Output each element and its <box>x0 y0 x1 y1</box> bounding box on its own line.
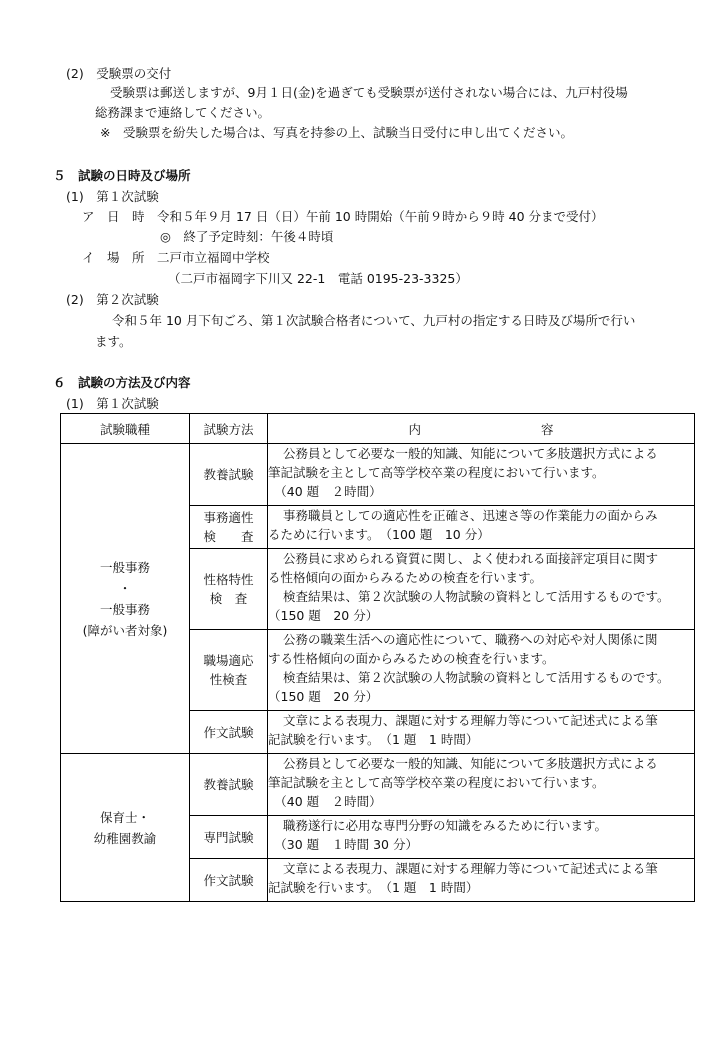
first-exam-address: （二戸市福岡字下川又 22-1 電話 0195-23-3325） <box>168 271 468 286</box>
method-cell <box>190 506 268 549</box>
content-cell <box>268 859 695 902</box>
content-line: （150 題 20 分） <box>268 689 379 704</box>
table-row <box>61 754 695 816</box>
ticket-paragraph-line1: 受験票は郵送しますが、9月１日(金)を過ぎても受験票が送付されない場合には、九戸村役場 <box>110 85 628 100</box>
method-label: 性格特性 <box>203 572 254 587</box>
subheading-first-exam-method: (1) 第１次試験 <box>66 396 159 411</box>
header-content <box>268 414 695 444</box>
method-label: 教養試験 <box>203 777 254 792</box>
method-label: 検 査 <box>203 529 254 544</box>
content-line: 公務員に求められる資質に関し、よく使われる面接評定項目に関す <box>283 551 659 566</box>
method-cell <box>190 754 268 816</box>
table-header-row <box>61 414 695 444</box>
content-line: 公務員として必要な一般的知識、知能について多肢選択方式による <box>283 756 658 771</box>
exam-type-general-line1: 一般事務 <box>99 559 150 575</box>
content-line: する性格傾向の面からみるための検査を行います。 <box>268 651 555 666</box>
ticket-note: ※ 受験票を紛失した場合は、写真を持参の上、試験当日受付に申し出てください。 <box>100 125 573 140</box>
content-cell <box>268 754 695 816</box>
content-line: 文章による表現力、課題に対する理解力等について記述式による筆 <box>283 713 658 728</box>
subheading-second-exam: (2) 第２次試験 <box>66 292 159 307</box>
header-exam-type: 試験職種 <box>61 414 190 444</box>
content-line: （150 題 20 分） <box>268 608 379 623</box>
exam-type-general-line2: ・ <box>118 580 132 596</box>
section-heading-schedule: ５ 試験の日時及び場所 <box>53 168 191 183</box>
content-line: 記試験を行います。 （1 題 1 時間） <box>268 880 479 895</box>
content-line: 検査結果は、第２次試験の人物試験の資料として活用するものです。 <box>283 670 670 685</box>
content-line: （40 題 ２時間） <box>274 794 382 809</box>
method-label: 教養試験 <box>203 467 254 482</box>
exam-type-general <box>61 444 190 754</box>
header-exam-method: 試験方法 <box>190 414 268 444</box>
content-line: るために行います。 （100 題 10 分） <box>268 527 490 542</box>
content-line: 事務職員としての適応性を正確さ、迅速さ等の作業能力の面からみ <box>283 508 658 523</box>
method-cell <box>190 630 268 711</box>
method-cell <box>190 859 268 902</box>
method-label: 作文試験 <box>203 872 254 888</box>
exam-type-nursery-line2: 幼稚園教諭 <box>93 830 157 846</box>
content-line: 公務の職業生活への適応性について、職務への対応や対人関係に関 <box>283 632 658 647</box>
method-cell <box>190 549 268 630</box>
content-line: 筆記試験を主として高等学校卒業の程度において行います。 <box>268 775 605 790</box>
content-line: 筆記試験を主として高等学校卒業の程度において行います。 <box>268 465 605 480</box>
first-exam-place: イ 場 所 二戸市立福岡中学校 <box>82 250 270 265</box>
content-line: 検査結果は、第２次試験の人物試験の資料として活用するものです。 <box>283 589 670 604</box>
method-label: 職場適応 <box>203 653 254 668</box>
content-line: （30 題 １時間 30 分） <box>274 837 418 852</box>
method-label: 専門試験 <box>203 829 254 845</box>
method-cell <box>190 711 268 754</box>
first-exam-end-time: ◎ 終了予定時刻：午後４時頃 <box>160 229 334 244</box>
table-row <box>61 444 695 506</box>
method-cell <box>190 444 268 506</box>
method-label: 性検査 <box>209 672 248 687</box>
ticket-paragraph-line2: 総務課まで連絡してください。 <box>95 105 271 120</box>
header-content-char1: 内 <box>408 421 421 437</box>
method-label: 事務適性 <box>203 510 254 525</box>
first-exam-date: ア 日 時 令和５年９月 17 日（日）午前 10 時開始（午前９時から９時 40 分まで受付） <box>82 209 604 224</box>
method-label: 作文試験 <box>203 724 254 740</box>
section-heading-method: ６ 試験の方法及び内容 <box>53 375 191 390</box>
exam-type-nursery-line1: 保育士・ <box>99 809 150 825</box>
header-content-char2: 容 <box>541 421 554 437</box>
content-cell <box>268 549 695 630</box>
content-line: 文章による表現力、課題に対する理解力等について記述式による筆 <box>283 861 658 876</box>
content-line: （40 題 ２時間） <box>274 484 382 499</box>
method-cell <box>190 816 268 859</box>
content-cell <box>268 444 695 506</box>
subheading-ticket: (2) 受験票の交付 <box>66 66 172 81</box>
content-line: 公務員として必要な一般的知識、知能について多肢選択方式による <box>283 446 658 461</box>
content-cell <box>268 506 695 549</box>
content-cell <box>268 711 695 754</box>
method-label: 検 査 <box>209 591 248 606</box>
subheading-first-exam: (1) 第１次試験 <box>66 189 159 204</box>
exam-type-nursery <box>61 754 190 902</box>
content-line: 職務遂行に必用な専門分野の知識をみるために行います。 <box>283 818 608 833</box>
content-line: る性格傾向の面からみるための検査を行います。 <box>268 570 543 585</box>
exam-type-general-line3: 一般事務 <box>99 601 150 617</box>
exam-method-table <box>60 413 695 902</box>
second-exam-paragraph-line1: 令和５年 10 月下旬ごろ、第１次試験合格者について、九戸村の指定する日時及び場所で行い <box>112 313 636 328</box>
content-cell <box>268 816 695 859</box>
content-cell <box>268 630 695 711</box>
second-exam-paragraph-line2: ます。 <box>95 334 132 349</box>
content-line: 記試験を行います。 （1 題 1 時間） <box>268 732 479 747</box>
exam-type-general-line4: (障がい者対象) <box>82 622 168 638</box>
